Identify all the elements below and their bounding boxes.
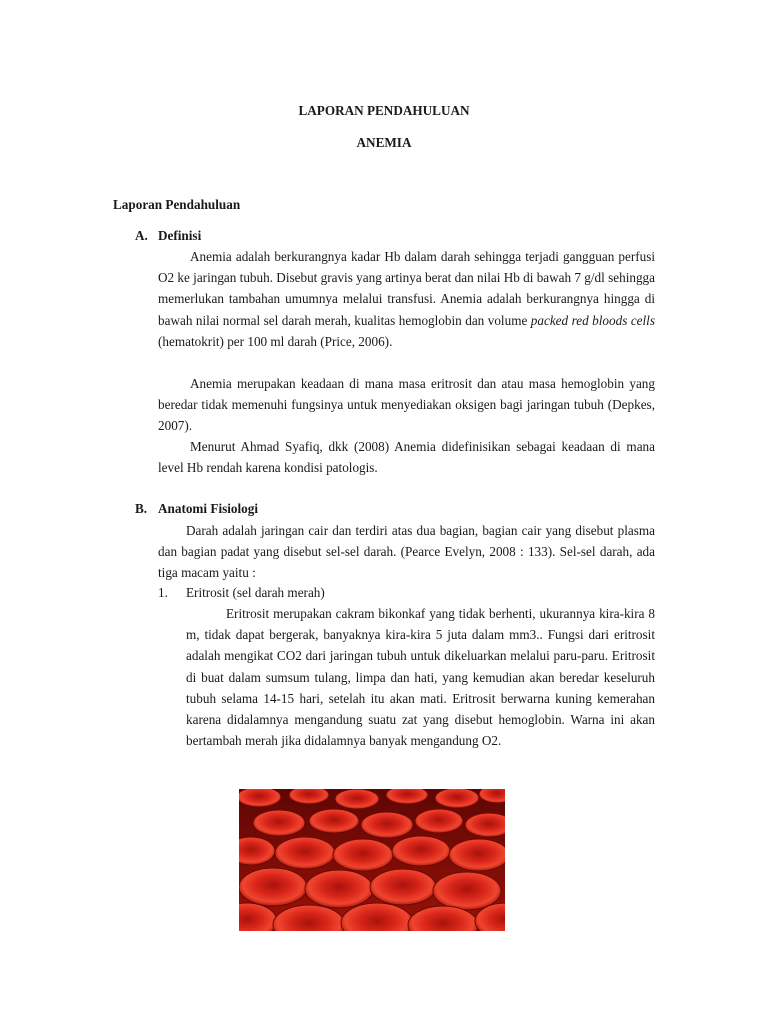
definition-paragraph-3: Menurut Ahmad Syafiq, dkk (2008) Anemia didefinisikan sebagai keadaan di mana level Hb rendah karena kondisi patologis. [158,439,655,476]
section-b-marker: B. [135,501,148,516]
italic-term: packed red bloods cells [530,312,655,328]
section-a-heading: Definisi [158,228,202,243]
definition-paragraph-1: Anemia adalah berkurangnya kadar Hb dalam darah sehingga terjadi gangguan perfusi O2 ke jaringan tubuh. Disebut gravis yang artinya berat dan nilai Hb di bawah 7 g/dl sehingga memerlukan tambahan umumnya melalui transfusi. Anemia adalah berkurangnya hingga di bawah nilai normal sel darah merah, kualitas hemoglobin dan volume packed red bloods cells (hematokrit) per 100 ml darah (Price, 2006). [158,249,655,349]
definition-paragraph-2: Anemia merupakan keadaan di mana masa eritrosit dan atau masa hemoglobin yang beredar tidak memenuhi fungsinya untuk menyediakan oksigen bagi jaringan tubuh (Depkes, 2007). [158,376,655,434]
section-a-marker: A. [135,228,148,243]
red-blood-cells-photo [239,789,505,931]
section-b-heading: Anatomi Fisiologi [158,501,259,516]
anatomy-intro-paragraph: Darah adalah jaringan cair dan terdiri atas dua bagian, bagian cair yang disebut plasma dan bagian padat yang disebut sel-sel darah. (Pearce Evelyn, 2008 : 133). Sel-sel darah, ada tiga macam yaitu : [158,523,655,581]
document-title: LAPORAN PENDAHULUAN [298,103,470,118]
erythrocyte-paragraph: Eritrosit merupakan cakram bikonkaf yang tidak berhenti, ukurannya kira-kira 8 m, tidak dapat bergerak, banyaknya kira-kira 5 juta dalam mm3.. Fungsi dari eritrosit adalah mengikat CO2 dari jaringan tubuh untuk dikeluarkan melalui paru-paru. Eritrosit di buat dalam sumsum tulang, limpa dan hati, yang kemudian akan beredar keseluruh tubuh selama 14-15 hari, setelah itu akan mati. Eritrosit berwarna kuning kemerahan karena didalamnya mengandung suatu zat yang disebut hemoglobin. Warna ini akan bertambah merah jika didalamnya banyak mengandung O2. [186,606,655,749]
section-heading: Laporan Pendahuluan [113,197,241,212]
list-item-marker: 1. [158,585,168,600]
document-subtitle: ANEMIA [356,135,412,150]
list-item-label: Eritrosit (sel darah merah) [186,585,325,600]
